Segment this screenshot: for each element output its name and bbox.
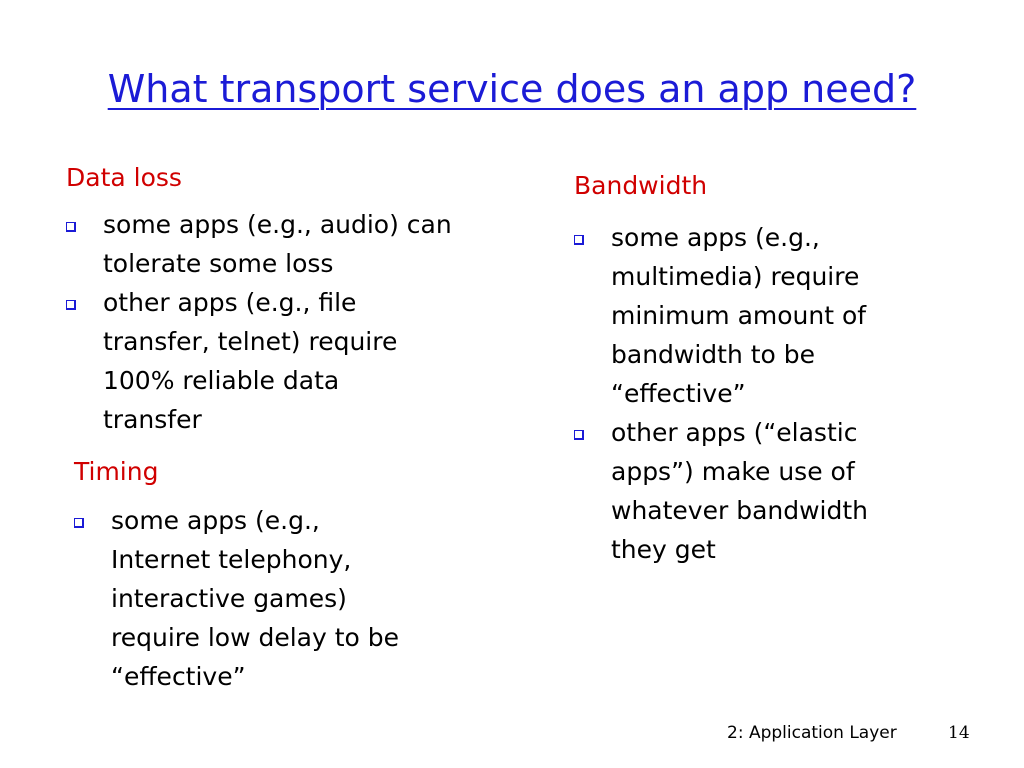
line: Internet telephony,	[111, 545, 352, 574]
bandwidth-list	[574, 218, 868, 569]
line: 100% reliable data	[103, 366, 340, 395]
line: transfer	[103, 405, 202, 434]
line: other apps (e.g., file	[103, 288, 357, 317]
square-bullet-icon	[66, 222, 76, 232]
page-number: 14	[948, 723, 970, 743]
line: “effective”	[111, 662, 246, 691]
bandwidth-item-2	[574, 413, 868, 569]
square-bullet-icon	[574, 235, 584, 245]
line: some apps (e.g., audio) can	[103, 210, 452, 239]
square-bullet-icon	[74, 518, 84, 528]
line: other apps (“elastic	[611, 418, 858, 447]
timing-list	[74, 501, 399, 696]
line: minimum amount of	[611, 301, 867, 330]
data-loss-item-1	[66, 205, 452, 283]
line: some apps (e.g.,	[111, 506, 320, 535]
line: multimedia) require	[611, 262, 860, 291]
timing-heading: Timing	[74, 457, 159, 486]
line: whatever bandwidth	[611, 496, 869, 525]
bandwidth-item-1	[574, 218, 868, 413]
data-loss-item-2	[66, 283, 452, 439]
data-loss-heading: Data loss	[66, 163, 182, 192]
line: tolerate some loss	[103, 249, 334, 278]
square-bullet-icon	[574, 430, 584, 440]
line: “effective”	[611, 379, 746, 408]
footer-label: 2: Application Layer	[727, 723, 897, 743]
line: transfer, telnet) require	[103, 327, 398, 356]
line: apps”) make use of	[611, 457, 855, 486]
line: require low delay to be	[111, 623, 400, 652]
line: interactive games)	[111, 584, 347, 613]
timing-item-1	[74, 501, 399, 696]
square-bullet-icon	[66, 300, 76, 310]
slide-title: What transport service does an app need?	[107, 67, 917, 111]
line: bandwidth to be	[611, 340, 816, 369]
data-loss-list	[66, 205, 452, 439]
line: they get	[611, 535, 716, 564]
line: some apps (e.g.,	[611, 223, 820, 252]
bandwidth-heading: Bandwidth	[574, 171, 708, 200]
